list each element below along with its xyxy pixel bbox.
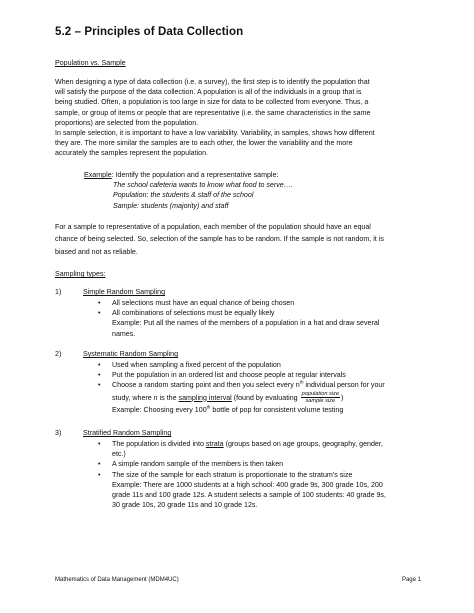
example-line: Population: the students & staff of the school — [113, 191, 254, 200]
strata-term: strata — [205, 440, 224, 448]
sampling-type-3-list — [98, 439, 434, 510]
list-item — [98, 439, 434, 449]
list-number: 2) — [55, 350, 62, 358]
list-item: 30 grade 10s, 20 grade 11s and 10 grade 12s. — [112, 501, 258, 510]
list-item: Example: There are 1000 students at a high school: 400 grade 9s, 300 grade 10s, 200 — [112, 480, 383, 489]
list-item: names. — [112, 329, 136, 338]
paragraph-line: will satisfy the purpose of the data collection. A population is all of the individuals in a group that is — [55, 88, 362, 97]
sampling-interval-term: sampling interval — [178, 393, 232, 402]
list-item: grade 11s and 100 grade 12s. A student selects a sample of 100 students: 40 grade 9s, — [112, 491, 386, 500]
list-item: Example: Put all the names of the members of a population in a hat and draw several — [112, 319, 380, 328]
list-item: • All combinations of selections must be equally likely — [98, 308, 434, 318]
paragraph-line: sample, or group of items or people that are representative (i.e. the same characteristics in the same — [55, 108, 371, 117]
section-heading-population: Population vs. Sample — [55, 59, 126, 67]
footer-course-title: Mathematics of Data Management (MDM4UC) — [55, 577, 179, 583]
list-item: etc.) — [112, 450, 126, 459]
paragraph-line: When designing a type of data collection (i.e. a survey), the first step is to identify the population that — [55, 78, 370, 86]
sampling-type-name: Systematic Random Sampling — [83, 350, 179, 358]
text-fragment: study, where — [112, 393, 154, 402]
footer-page-number: Page 1 — [401, 577, 421, 583]
paragraph-line: proportions) are selected from the population. — [55, 118, 199, 127]
text-fragment: individual person for your — [303, 381, 385, 390]
text-fragment: is the — [157, 393, 179, 402]
text-fragment: (found by evaluating — [231, 393, 300, 402]
list-item — [98, 380, 434, 390]
text-fragment: Choose a random starting point and then you select every n — [112, 381, 300, 390]
example-line: Sample: students (majority) and staff — [113, 201, 229, 210]
text-fragment: The population is divided into — [112, 440, 206, 448]
list-item — [98, 391, 434, 405]
list-item: • A simple random sample of the members is then taken — [98, 459, 434, 469]
text-fragment: Example: Choosing every 100 — [112, 405, 207, 414]
example-intro-line — [84, 170, 293, 180]
list-item: • Used when sampling a fixed percent of the population — [98, 360, 434, 370]
sampling-type-3-heading — [55, 429, 171, 437]
list-item: • The size of the sample for each stratum is proportionate to the stratum’s size — [98, 470, 434, 480]
text-fragment: (groups based on age groups, geography, gender, — [223, 440, 383, 448]
list-number: 3) — [55, 429, 62, 437]
paragraph-line: being studied. Often, a population is too large in size for data to be collected from everyone. Thus, a — [55, 98, 369, 107]
example-intro: : Identify the population and a representative sample: — [111, 171, 279, 179]
superscript: th — [206, 404, 211, 410]
example-block — [84, 170, 293, 211]
example-line: The school cafeteria wants to know what food to serve…. — [113, 181, 293, 190]
sampling-interval-fraction — [301, 391, 340, 404]
fraction-numerator: population size — [301, 391, 339, 398]
paragraph-line: biased and not as reliable. — [55, 247, 138, 256]
page-title: 5.2 – Principles of Data Collection — [55, 26, 244, 38]
example-label: Example — [84, 171, 112, 179]
sampling-type-name: Stratified Random Sampling — [83, 429, 172, 437]
fraction-denominator: sample size — [305, 398, 336, 405]
paragraph-line: In sample selection, it is important to have a low variability. Variability, in samples, shows how different — [55, 129, 375, 138]
sampling-types-heading: Sampling types: — [55, 270, 106, 278]
paragraph-line: For a sample to representative of a population, each member of the population should have an equal — [55, 223, 371, 231]
text-fragment: ) — [340, 393, 344, 402]
sampling-type-2-list — [98, 360, 434, 415]
list-item — [98, 405, 434, 415]
list-number: 1) — [55, 288, 62, 296]
paragraph-line: chance of being selected. So, selection of the sample has to be random. If the sample is not random, it is — [55, 235, 384, 244]
intro-paragraph — [55, 77, 427, 159]
sampling-type-1-heading — [55, 288, 165, 296]
superscript: th — [299, 380, 304, 386]
sampling-type-name: Simple Random Sampling — [83, 288, 166, 296]
sampling-type-1-list — [98, 298, 434, 339]
text-fragment: n — [153, 393, 158, 402]
paragraph-line: they are. The more similar the samples are to each other, the lower the variability and the more — [55, 139, 353, 148]
text-fragment: bottle of pop for consistent volume testing — [210, 405, 344, 414]
list-item: • All selections must have an equal chance of being chosen — [98, 298, 434, 308]
list-item: • Put the population in an ordered list and choose people at regular intervals — [98, 370, 434, 380]
paragraph-line: accurately the samples represent the population. — [55, 149, 209, 158]
random-paragraph — [55, 221, 427, 258]
sampling-type-2-heading — [55, 350, 178, 358]
